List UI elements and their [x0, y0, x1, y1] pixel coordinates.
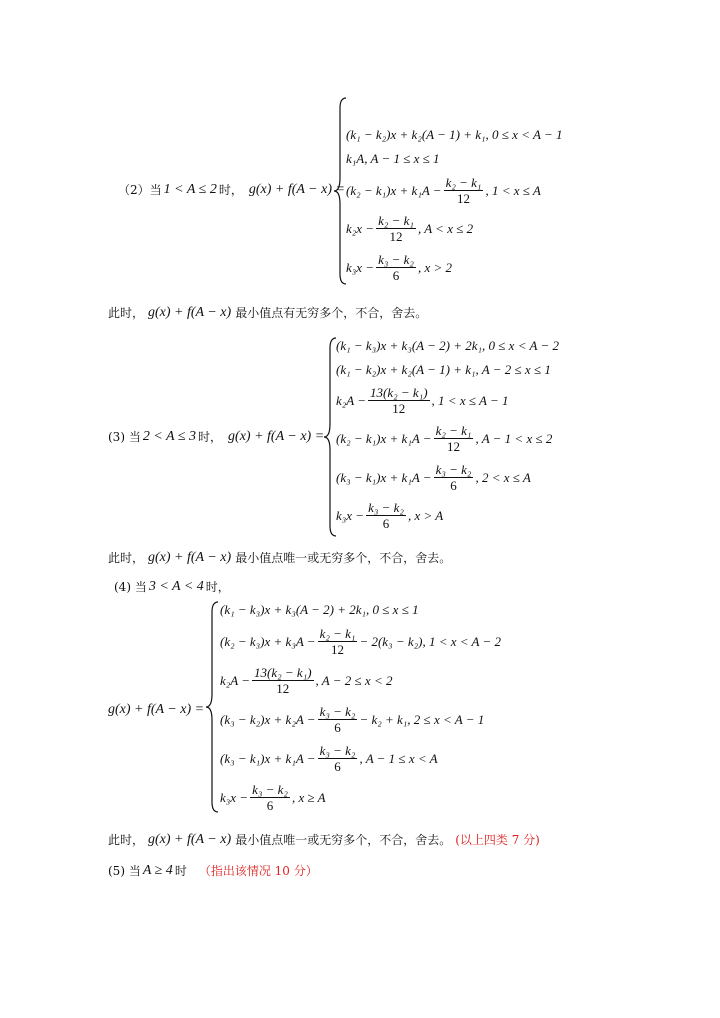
- case2-piece-2: k₁A, A − 1 ≤ x ≤ 1: [346, 151, 440, 166]
- case3-lhs: g(x) + f(A − x) =: [228, 428, 325, 444]
- case2-piece-1: (k₁ − k₂)x + k₂(A − 1) + k₁, 0 ≤ x < A − 1: [346, 127, 563, 142]
- case2-conclusion: 此时， g(x) + f(A − x) 最小值点有无穷多个，不合，舍去。: [108, 304, 428, 320]
- case3-piece-3: k₂A − $\frac{\text{13(k₂ − k₁)}}{12}$ , 1 < x ≤ A − 1: [336, 385, 509, 416]
- case4-piece-2: (k₂ − k₃)x + k₃A − $\frac{\text{k₂ − k₁}}{12}$ − 2(k₃ − k₂), 1 < x < A − 2: [220, 626, 502, 657]
- case3-piece-5: (k₃ − k₁)x + k₁A − $\frac{\text{k₃ − k₂}}{6}$ , 2 < x ≤ A: [336, 462, 531, 493]
- case3-piece-4: (k₂ − k₁)x + k₁A − $\frac{\text{k₂ − k₁}}{12}$ , A − 1 < x ≤ 2: [336, 423, 553, 454]
- case3-conclusion: 此时， g(x) + f(A − x) 最小值点唯一或无穷多个，不合，舍去。: [108, 549, 452, 565]
- case3-condition: 2 < A ≤ 3: [142, 428, 197, 444]
- case4-score-note: (以上四类 7 分): [455, 833, 540, 847]
- case4-when: 时，: [205, 580, 230, 594]
- case2-heading: [118, 181, 345, 198]
- case4-piece-1: (k₁ − k₃)x + k₃(A − 2) + 2k₁, 0 ≤ x ≤ 1: [220, 602, 419, 617]
- case2-piece-5: k₃x − $\frac{\text{k₃ − k₂}}{6}$ , x > 2: [346, 252, 452, 283]
- case3-piece-6: k₃x − $\frac{\text{k₃ − k₂}}{6}$ , x > A: [336, 500, 444, 531]
- case2-piece-4: k₂x − $\frac{\text{k₂ − k₁}}{12}$ , A < x ≤ 2: [346, 213, 474, 244]
- case3-piece-1: (k₁ − k₃)x + k₃(A − 2) + 2k₁, 0 ≤ x < A − 2: [336, 338, 559, 353]
- case4-piece-6: k₃x − $\frac{\text{k₃ − k₂}}{6}$ , x ≥ A: [220, 782, 326, 813]
- case4-piece-4: (k₃ − k₂)x + k₂A − $\frac{\text{k₃ − k₂}}{6}$ − k₂ + k₁, 2 ≤ x < A − 1: [220, 704, 485, 735]
- case4-piece-5: (k₃ − k₁)x + k₁A − $\frac{\text{k₃ − k₂}}{6}$ , A − 1 ≤ x < A: [220, 743, 438, 774]
- case4-condition: 3 < A < 4: [148, 578, 204, 594]
- case3-when: 时，: [198, 430, 223, 444]
- case3-piece-2: (k₁ − k₂)x + k₂(A − 1) + k₁, A − 2 ≤ x ≤ 1: [336, 362, 551, 377]
- case5-when: 时: [174, 864, 187, 878]
- case5-heading: [108, 862, 318, 879]
- case3-label: (3) 当: [108, 430, 141, 444]
- case4-heading: [114, 578, 230, 595]
- case5-label: (5) 当: [108, 864, 141, 878]
- case4-piece-3: k₂A − $\frac{\text{13(k₂ − k₁)}}{12}$ , A − 2 ≤ x < 2: [220, 665, 393, 696]
- case2-lhs: g(x) + f(A − x) =: [248, 181, 345, 197]
- case2-when: 时，: [218, 183, 243, 197]
- case3-heading: [108, 428, 324, 445]
- case4-brace: [206, 602, 220, 812]
- case4-label: (4) 当: [114, 580, 147, 594]
- case2-condition: 1 < A ≤ 2: [163, 181, 217, 197]
- case2-piece-3: (k₂ − k₁)x + k₁A − $\frac{\text{k₂ − k₁}}{12}$ , 1 < x ≤ A: [346, 175, 541, 206]
- case4-conclusion: 此时， g(x) + f(A − x) 最小值点唯一或无穷多个，不合，舍去。 (以上四类 7 分): [108, 831, 540, 847]
- case5-condition: A ≥ 4: [142, 862, 173, 878]
- case2-label: （2）当: [118, 183, 162, 197]
- case5-score-note: （指出该情况 10 分）: [198, 864, 318, 878]
- case4-lhs: g(x) + f(A − x) =: [108, 702, 205, 717]
